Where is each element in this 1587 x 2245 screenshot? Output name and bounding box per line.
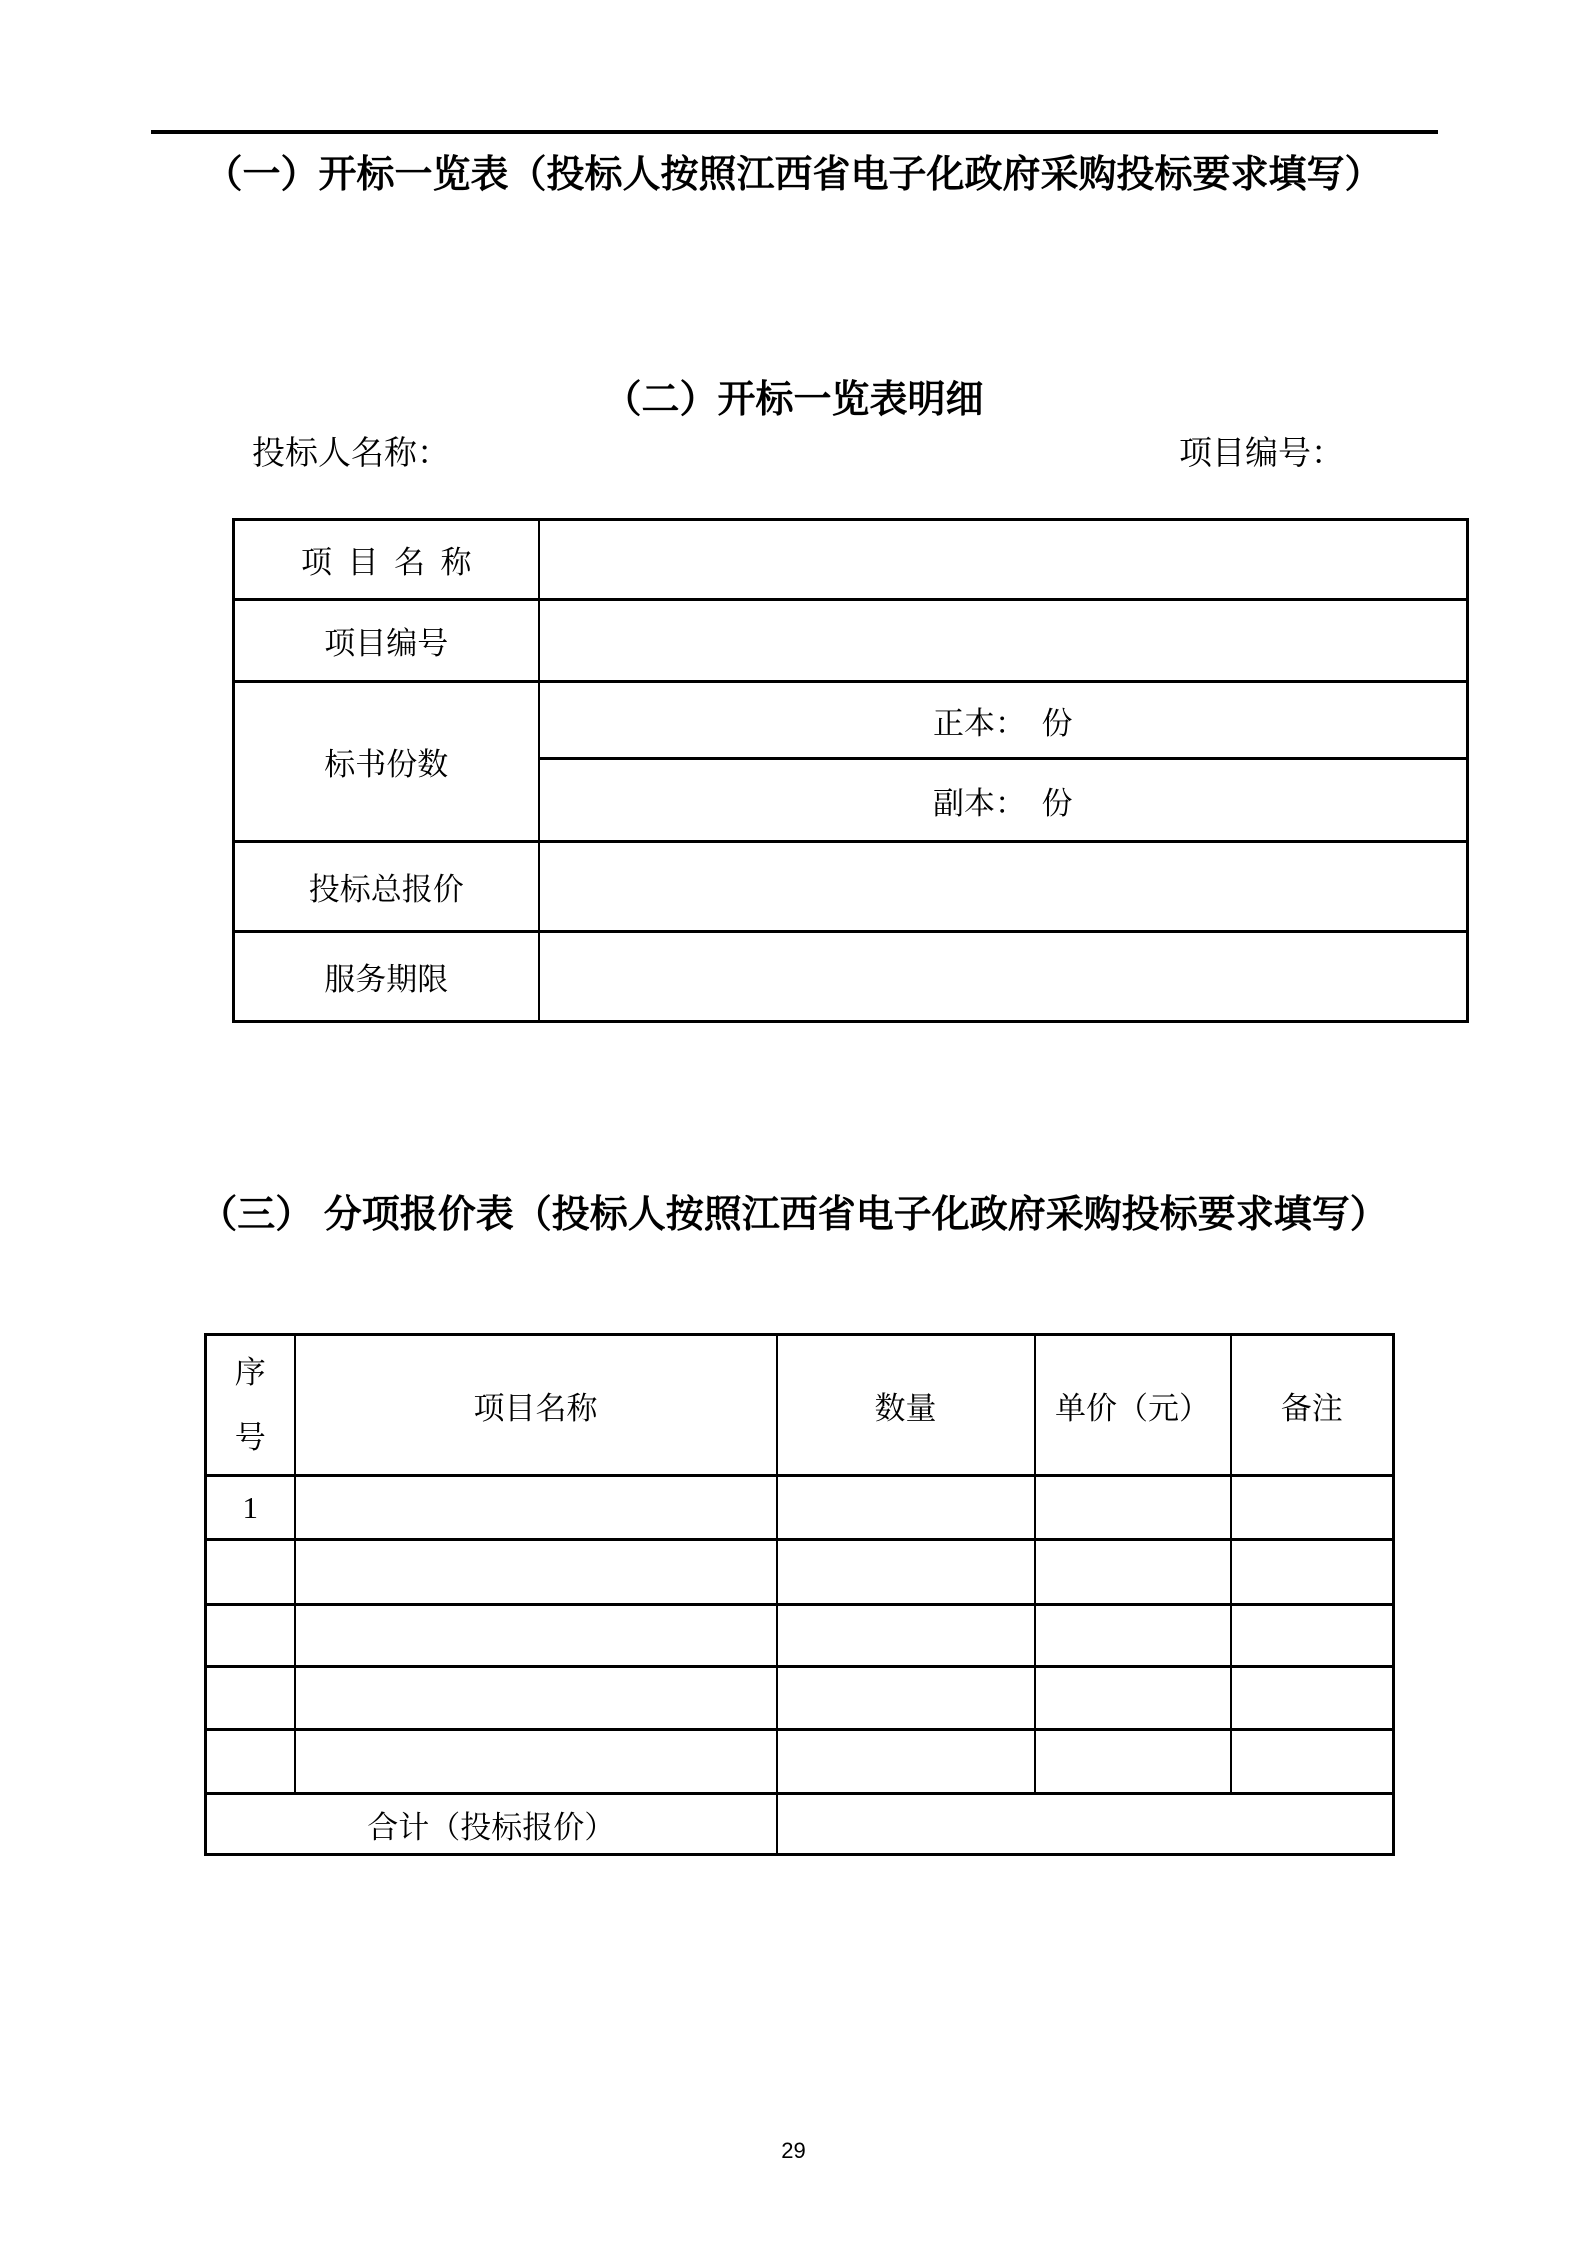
item-name-header-cell: 项目名称: [295, 1335, 777, 1476]
seq-cell: [206, 1667, 295, 1730]
seq-header-cell: [206, 1335, 295, 1476]
table-row: [234, 932, 1468, 1022]
quantity-cell: [777, 1667, 1035, 1730]
quantity-cell: [777, 1476, 1035, 1540]
remarks-cell: [1231, 1730, 1394, 1794]
remarks-cell: [1231, 1667, 1394, 1730]
unit-price-cell: [1035, 1730, 1231, 1794]
project-number-value-cell: [539, 600, 1468, 682]
open-bid-detail-table: [232, 518, 1469, 1023]
table-header-row: [206, 1335, 1394, 1476]
unit-price-header-cell: 单价（元）: [1035, 1335, 1231, 1476]
itemized-quote-table: [204, 1333, 1395, 1856]
table-row: [234, 682, 1468, 759]
remarks-cell: [1231, 1605, 1394, 1667]
table-row: [206, 1605, 1394, 1667]
seq-cell: [206, 1730, 295, 1794]
quantity-cell: [777, 1540, 1035, 1605]
copies-label-cell: 标书份数: [234, 682, 539, 842]
remarks-header-cell: 备注: [1231, 1335, 1394, 1476]
project-number-label: 项目编号：: [1179, 436, 1344, 472]
table-row: [206, 1540, 1394, 1605]
item-name-cell: [295, 1667, 777, 1730]
total-bid-price-value-cell: [539, 842, 1468, 932]
seq-cell: 1: [206, 1476, 295, 1540]
quantity-header-cell: 数量: [777, 1335, 1035, 1476]
project-name-value-cell: [539, 520, 1468, 600]
total-label-cell: 合计（投标报价）: [206, 1794, 777, 1855]
total-value-cell: [777, 1794, 1394, 1855]
table-row: [234, 520, 1468, 600]
seq-header-label: 序号: [234, 1354, 266, 1455]
seq-cell: [206, 1605, 295, 1667]
service-period-label-cell: 服务期限: [234, 932, 539, 1022]
item-name-cell: [295, 1605, 777, 1667]
table-row: [206, 1730, 1394, 1794]
duplicate-copies-cell: 副本： 份: [539, 759, 1468, 842]
unit-price-cell: [1035, 1476, 1231, 1540]
bidder-name-label: 投标人名称：: [252, 436, 450, 472]
remarks-cell: [1231, 1540, 1394, 1605]
unit-price-cell: [1035, 1605, 1231, 1667]
seq-cell: [206, 1540, 295, 1605]
table-total-row: [206, 1794, 1394, 1855]
item-name-cell: [295, 1476, 777, 1540]
section2-heading: （二）开标一览表明细: [603, 379, 984, 421]
header-rule: [151, 130, 1438, 134]
table-row: [234, 842, 1468, 932]
page-number: 29: [781, 2138, 806, 2163]
service-period-value-cell: [539, 932, 1468, 1022]
original-copies-cell: 正本： 份: [539, 682, 1468, 759]
table-row: [234, 600, 1468, 682]
table-row: [206, 1667, 1394, 1730]
item-name-cell: [295, 1540, 777, 1605]
section1-heading: （一）开标一览表（投标人按照江西省电子化政府采购投标要求填写）: [204, 154, 1383, 196]
project-name-label-cell: 项 目 名 称: [234, 520, 539, 600]
item-name-cell: [295, 1730, 777, 1794]
remarks-cell: [1231, 1476, 1394, 1540]
table-row: [206, 1476, 1394, 1540]
section3-heading: （三） 分项报价表（投标人按照江西省电子化政府采购投标要求填写）: [199, 1194, 1388, 1236]
unit-price-cell: [1035, 1540, 1231, 1605]
quantity-cell: [777, 1730, 1035, 1794]
project-number-label-cell: 项目编号: [234, 600, 539, 682]
unit-price-cell: [1035, 1667, 1231, 1730]
quantity-cell: [777, 1605, 1035, 1667]
total-bid-price-label-cell: 投标总报价: [234, 842, 539, 932]
